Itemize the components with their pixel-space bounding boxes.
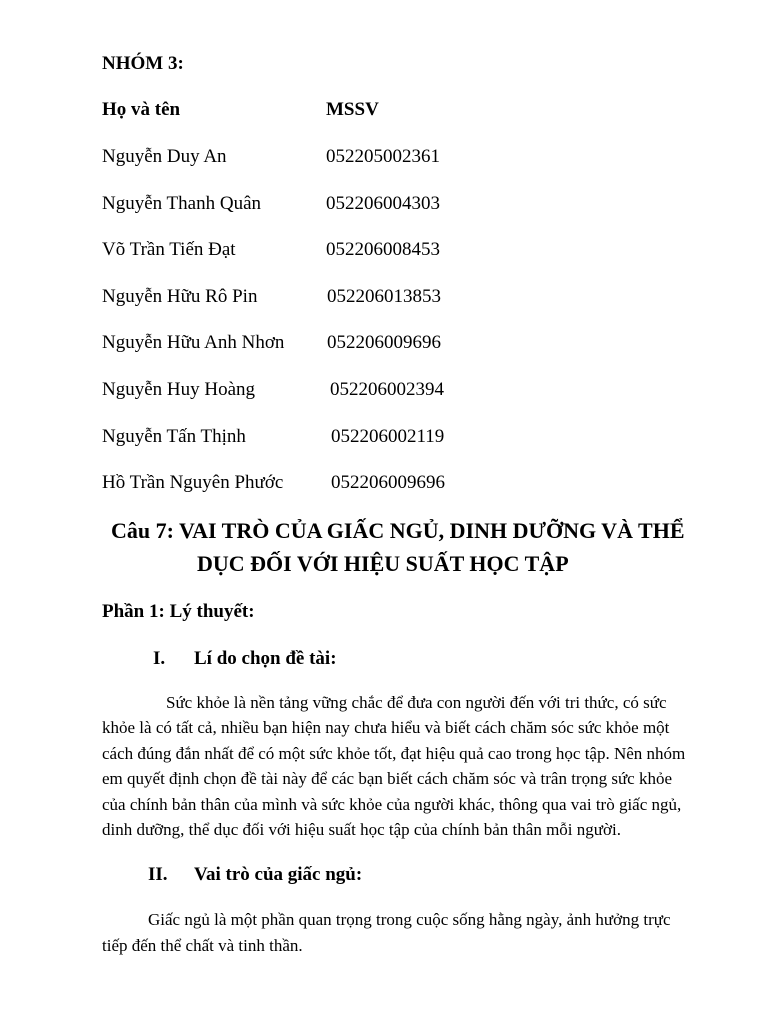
paragraph-line: của chính bản thân của mình và sức khỏe của người khác, thông qua vai trò giấc ngủ, [102,795,682,814]
member-name: Võ Trần Tiến Đạt [102,239,236,260]
paragraph-line: Sức khỏe là nền tảng vững chắc để đưa con người đến với tri thức, có sức [166,693,667,712]
paragraph-line: cách đúng đắn nhất để có một sức khỏe tốt, đạt hiệu quả cao trong học tập. Nên nhóm [102,744,686,763]
question-heading-line2: DỤC ĐỐI VỚI HIỆU SUẤT HỌC TẬP [197,551,569,576]
paragraph-line: Giấc ngủ là một phần quan trọng trong cuộc sống hằng ngày, ảnh hưởng trực [148,910,671,929]
member-name: Nguyễn Thanh Quân [102,193,262,214]
member-name: Nguyễn Huy Hoàng [102,379,256,400]
section-number: II. [148,864,168,885]
question-heading-line1: Câu 7: VAI TRÒ CỦA GIẤC NGỦ, DINH DƯỠNG VÀ THỂ [111,518,685,543]
member-id: 052206002394 [330,379,444,400]
paragraph-line: tiếp đến thể chất và tinh thần. [102,936,303,955]
member-id: 052206008453 [326,239,440,260]
member-id: 052206009696 [331,472,445,493]
part-title: Phần 1: Lý thuyết: [102,601,255,622]
member-name: Nguyễn Hữu Rô Pin [102,286,258,307]
member-id: 052206002119 [331,426,445,447]
member-id: 052206013853 [327,286,441,307]
paragraph-line: khỏe là có tất cả, nhiều bạn hiện nay chưa hiểu và biết cách chăm sóc sức khỏe một [102,718,670,737]
member-name: Nguyễn Tấn Thịnh [102,426,246,447]
group-title: NHÓM 3: [102,53,184,74]
section-title: Lí do chọn đề tài: [194,648,337,669]
members-header-name: Họ và tên [102,99,181,120]
member-id: 052205002361 [326,146,440,167]
member-name: Nguyễn Duy An [102,146,227,167]
member-name: Hồ Trần Nguyên Phước [102,472,284,493]
members-header-id: MSSV [326,99,379,120]
section-title: Vai trò của giấc ngủ: [194,864,363,885]
paragraph-line: em quyết định chọn đề tài này để các bạn biết cách chăm sóc và trân trọng sức khỏe [102,769,672,788]
member-id: 052206009696 [327,332,441,353]
paragraph-line: dinh dưỡng, thể dục đối với hiệu suất học tập của chính bản thân mỗi người. [102,820,621,839]
member-id: 052206004303 [326,193,440,214]
section-number: I. [153,648,166,669]
member-name: Nguyễn Hữu Anh Nhơn [102,332,285,353]
